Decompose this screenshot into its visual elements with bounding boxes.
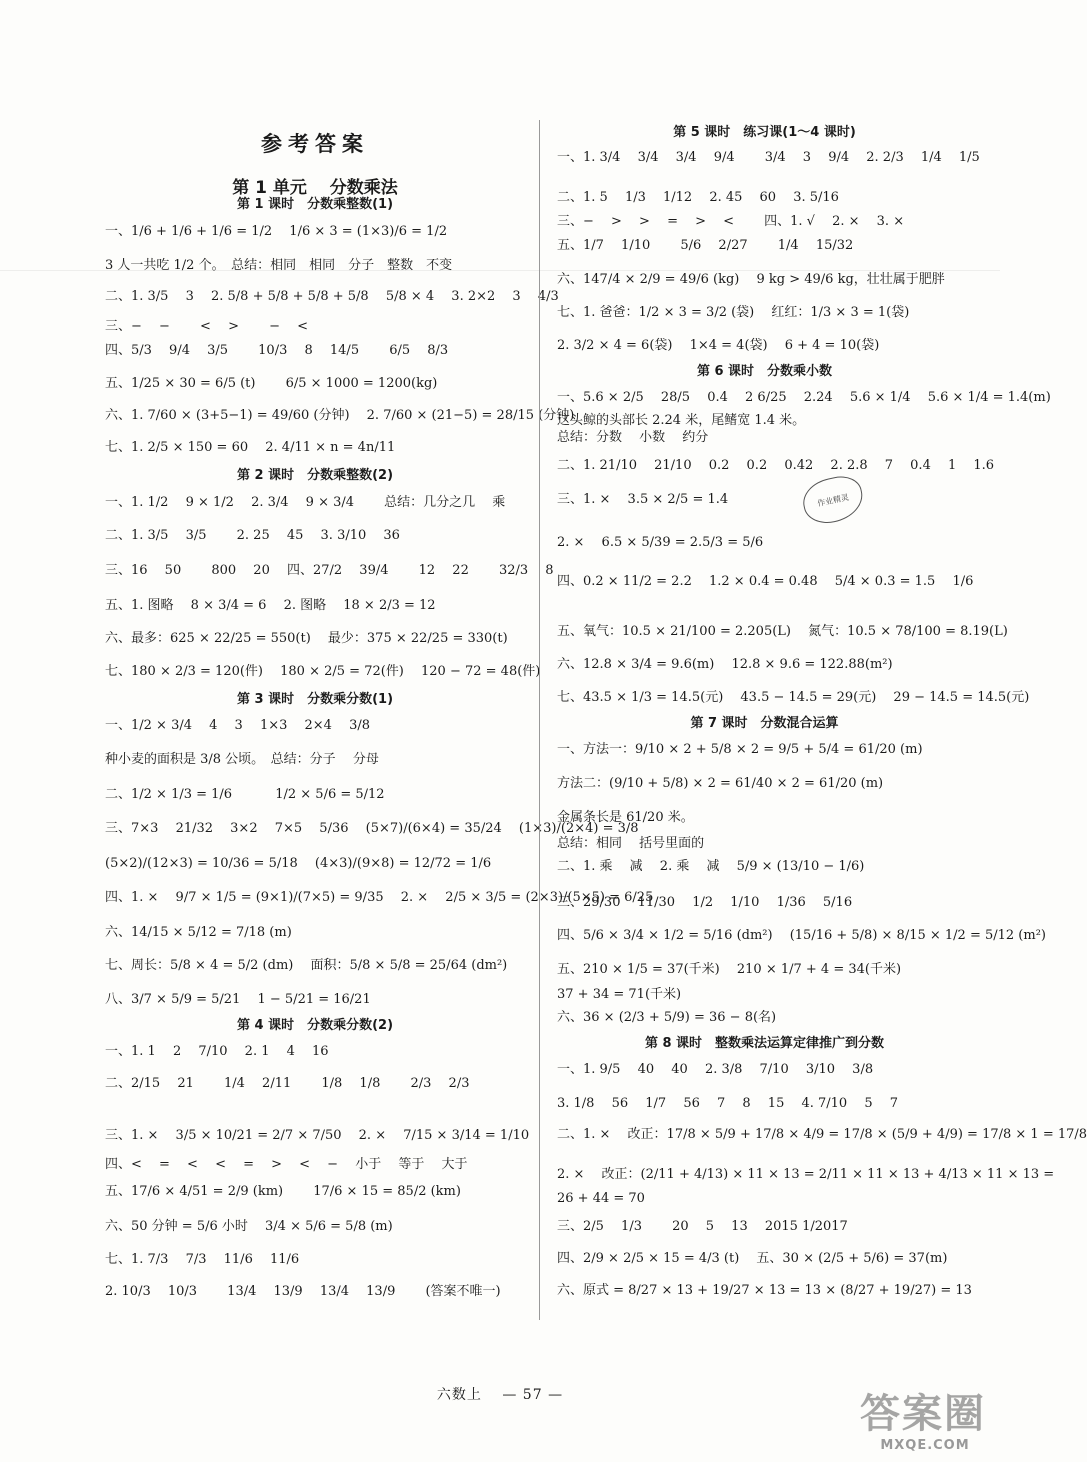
answer-line: 2. 3/2 × 4 = 6(袋) 1×4 = 4(袋) 6 + 4 = 10(袋): [557, 338, 880, 353]
stamp-icon: 作业精灵: [799, 472, 867, 528]
answer-line: 二、1. 21/10 21/10 0.2 0.2 0.42 2. 2.8 7 0.4 1 1.6: [557, 458, 995, 473]
answer-line: 四、0.2 × 11/2 = 2.2 1.2 × 0.4 = 0.48 5/4 × 0.3 = 1.5 1/6: [557, 574, 974, 589]
answer-line: 八、3/7 × 5/9 = 5/21 1 − 5/21 = 16/21: [105, 992, 371, 1007]
answer-line: 四、< = < < = > < − 小于 等于 大于: [105, 1157, 468, 1172]
answer-line: 七、1. 爸爸：1/2 × 3 = 3/2 (袋) 红红：1/3 × 3 = 1(袋): [557, 305, 910, 320]
answer-line: 3 人一共吃 1/2 个。 总结：相同 相同 分子 整数 不变: [105, 258, 453, 273]
answer-line: 2. × 6.5 × 5/39 = 2.5/3 = 5/6: [557, 535, 764, 550]
section-heading: 第 3 课时 分数乘分数(1): [236, 692, 394, 707]
answer-line: 一、1. 3/4 3/4 3/4 9/4 3/4 3 9/4 2. 2/3 1/4 1/5: [557, 150, 980, 165]
answer-line: 五、氧气：10.5 × 21/100 = 2.205(L) 氮气：10.5 × 78/100 = 8.19(L): [557, 624, 1008, 639]
watermark-url: MXQE.COM: [880, 1438, 970, 1453]
answer-line: 二、1. × 改正：17/8 × 5/9 + 17/8 × 4/9 = 17/8 × (5/9 + 4/9) = 17/8 × 1 = 17/8: [557, 1127, 1087, 1142]
answer-line: 六、最多：625 × 22/25 = 550(t) 最少：375 × 22/25 = 330(t): [105, 631, 508, 646]
answer-line: 四、2/9 × 2/5 × 15 = 4/3 (t) 五、30 × (2/5 + 5/6) = 37(m): [557, 1251, 948, 1266]
answer-line: 三、− > > = > < 四、1. √ 2. × 3. ×: [557, 214, 905, 229]
answer-line: 七、周长：5/8 × 4 = 5/2 (dm) 面积：5/8 × 5/8 = 25/64 (dm²): [105, 958, 508, 973]
answer-line: 七、1. 2/5 × 150 = 60 2. 4/11 × n = 4n/11: [105, 440, 396, 455]
answer-line: 三、2/5 1/3 20 5 13 2015 1/2017: [557, 1219, 848, 1234]
answer-line: 二、1. 3/5 3 2. 5/8 + 5/8 + 5/8 + 5/8 5/8 × 4 3. 2×2 3 4/3: [105, 289, 559, 304]
answer-line: 四、1. × 9/7 × 1/5 = (9×1)/(7×5) = 9/35 2. × 2/5 × 3/5 = (2×3)/(5×5) = 6/25: [105, 890, 654, 905]
answer-line: 五、210 × 1/5 = 37(千米) 210 × 1/7 + 4 = 34(千米): [557, 962, 902, 977]
answer-line: 一、1. 1/2 9 × 1/2 2. 3/4 9 × 3/4 总结：几分之几 乘: [105, 495, 506, 510]
unit-title: 第 1 单元 分数乘法: [232, 178, 398, 198]
answer-line: 2. × 改正：(2/11 + 4/13) × 11 × 13 = 2/11 × 11 × 13 + 4/13 × 11 × 13 =: [557, 1167, 1055, 1182]
answer-line: 六、14/15 × 5/12 = 7/18 (m): [105, 925, 292, 940]
answer-line: 六、1. 7/60 × (3+5−1) = 49/60 (分钟) 2. 7/60 × (21−5) = 28/15 (分钟): [105, 408, 575, 423]
answer-line: 二、2/15 21 1/4 2/11 1/8 1/8 2/3 2/3: [105, 1076, 470, 1091]
answer-line: 五、1. 图略 8 × 3/4 = 6 2. 图略 18 × 2/3 = 12: [105, 598, 436, 613]
answer-line: 五、1/7 1/10 5/6 2/27 1/4 15/32: [557, 238, 854, 253]
watermark-text: 答案圈: [860, 1391, 986, 1437]
answer-line: 二、1. 5 1/3 1/12 2. 45 60 3. 5/16: [557, 190, 839, 205]
answer-line: 七、1. 7/3 7/3 11/6 11/6: [105, 1252, 300, 1267]
answer-line: 总结：相同 括号里面的: [557, 836, 705, 851]
answer-line: 这头鲸的头部长 2.24 米，尾鳍宽 1.4 米。: [557, 413, 806, 428]
answer-line: 37 + 34 = 71(千米): [557, 987, 682, 1002]
answer-line: 一、1/2 × 3/4 4 3 1×3 2×4 3/8: [105, 718, 370, 733]
answer-line: (5×2)/(12×3) = 10/36 = 5/18 (4×3)/(9×8) = 12/72 = 1/6: [105, 856, 492, 871]
answer-line: 三、1. × 3.5 × 2/5 = 1.4: [557, 492, 729, 507]
answer-line: 六、147/4 × 2/9 = 49/6 (kg) 9 kg > 49/6 kg，壮壮属于肥胖: [557, 272, 945, 287]
answer-line: 七、180 × 2/3 = 120(件) 180 × 2/5 = 72(件) 120 − 72 = 48(件): [105, 664, 541, 679]
answer-line: 三、29/30 11/30 1/2 1/10 1/36 5/16: [557, 895, 853, 910]
watermark-logo: [860, 1390, 1000, 1462]
answer-line: 3. 1/8 56 1/7 56 7 8 15 4. 7/10 5 7: [557, 1096, 899, 1111]
answer-line: 三、− − < > − <: [105, 319, 309, 334]
answer-line: 一、1. 1 2 7/10 2. 1 4 16: [105, 1044, 329, 1059]
answer-line: 金属条长是 61/20 米。: [557, 810, 694, 825]
section-heading: 第 4 课时 分数乘分数(2): [236, 1018, 394, 1033]
answer-line: 三、16 50 800 20 四、27/2 39/4 12 22 32/3 8: [105, 563, 554, 578]
answer-line: 五、1/25 × 30 = 6/5 (t) 6/5 × 1000 = 1200(kg): [105, 376, 438, 391]
answer-line: 六、50 分钟 = 5/6 小时 3/4 × 5/6 = 5/8 (m): [105, 1219, 393, 1234]
answer-line: 三、7×3 21/32 3×2 7×5 5/36 (5×7)/(6×4) = 35/24 (1×3)/(2×4) = 3/8: [105, 821, 639, 836]
answer-line: 一、1/6 + 1/6 + 1/6 = 1/2 1/6 × 3 = (1×3)/6 = 1/2: [105, 224, 448, 239]
answer-line: 七、43.5 × 1/3 = 14.5(元) 43.5 − 14.5 = 29(元) 29 − 14.5 = 14.5(元): [557, 690, 1030, 705]
answer-line: 2. 10/3 10/3 13/4 13/9 13/4 13/9 (答案不唯一): [105, 1284, 501, 1299]
section-heading: 第 7 课时 分数混合运算: [690, 716, 839, 731]
answer-line: 总结：分数 小数 约分: [557, 430, 709, 445]
answer-line: 二、1/2 × 1/3 = 1/6 1/2 × 5/6 = 5/12: [105, 787, 385, 802]
answer-line: 方法二：(9/10 + 5/8) × 2 = 61/40 × 2 = 61/20 (m): [557, 776, 884, 791]
section-heading: 第 2 课时 分数乘整数(2): [236, 468, 394, 483]
answer-line: 六、12.8 × 3/4 = 9.6(m) 12.8 × 9.6 = 122.88(m²): [557, 657, 893, 672]
section-heading: 第 6 课时 分数乘小数: [696, 364, 833, 379]
answer-line: 一、5.6 × 2/5 28/5 0.4 2 6/25 2.24 5.6 × 1/4 5.6 × 1/4 = 1.4(m): [557, 390, 1051, 405]
answer-line: 26 + 44 = 70: [557, 1191, 645, 1206]
answer-line: 一、1. 9/5 40 40 2. 3/8 7/10 3/10 3/8: [557, 1062, 874, 1077]
section-heading: 第 5 课时 练习课(1～4 课时): [673, 125, 856, 140]
answer-line: 种小麦的面积是 3/8 公顷。 总结：分子 分母: [105, 752, 379, 767]
answer-line: 二、1. 乘 减 2. 乘 减 5/9 × (13/10 − 1/6): [557, 859, 865, 874]
section-heading: 第 1 课时 分数乘整数(1): [236, 197, 394, 212]
page-footer: 六数上 — 57 —: [436, 1387, 564, 1403]
answer-line: 二、1. 3/5 3/5 2. 25 45 3. 3/10 36: [105, 528, 400, 543]
page-title: 参考答案: [261, 131, 369, 156]
answer-line: 三、1. × 3/5 × 10/21 = 2/7 × 7/50 2. × 7/15 × 3/14 = 1/10: [105, 1128, 530, 1143]
answer-line: 六、原式 = 8/27 × 13 + 19/27 × 13 = 13 × (8/27 + 19/27) = 13: [557, 1283, 972, 1298]
answer-line: 一、方法一：9/10 × 2 + 5/8 × 2 = 9/5 + 5/4 = 61/20 (m): [557, 742, 923, 757]
answer-line: 六、36 × (2/3 + 5/9) = 36 − 8(名): [557, 1010, 777, 1025]
answer-line: 五、17/6 × 4/51 = 2/9 (km) 17/6 × 15 = 85/2 (km): [105, 1184, 461, 1199]
column-divider: [539, 120, 540, 1320]
answer-line: 四、5/6 × 3/4 × 1/2 = 5/16 (dm²) (15/16 + 5/8) × 8/15 × 1/2 = 5/12 (m²): [557, 928, 1046, 943]
answer-line: 四、5/3 9/4 3/5 10/3 8 14/5 6/5 8/3: [105, 343, 449, 358]
section-heading: 第 8 课时 整数乘法运算定律推广到分数: [644, 1036, 885, 1051]
